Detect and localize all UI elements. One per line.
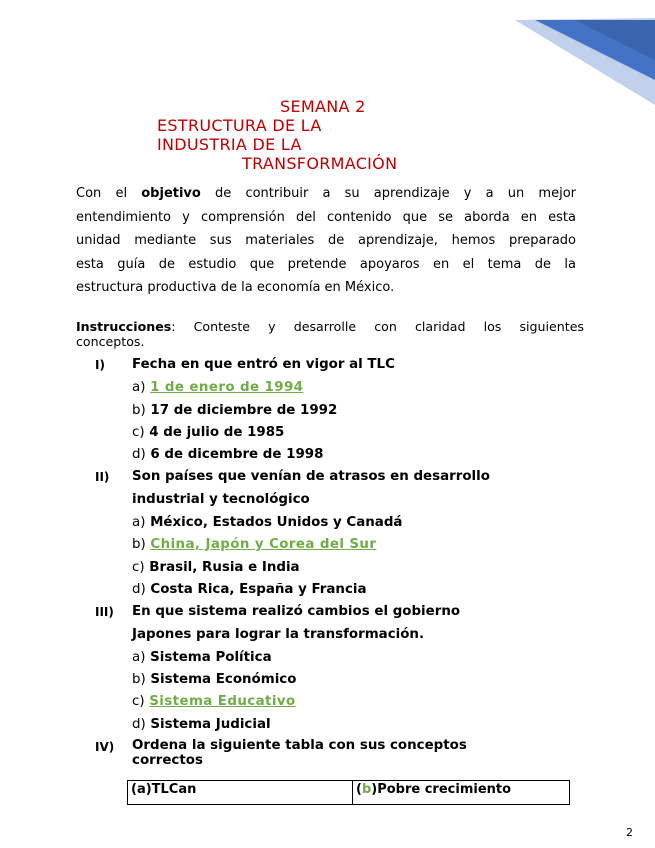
question-1-option-c: c) 4 de julio de 1985 [132, 425, 285, 440]
intro-paragraph [76, 182, 576, 300]
instructions: Instrucciones: Conteste y desarrolle con claridad los siguientes conceptos. [76, 319, 584, 349]
instructions-line-2: conceptos. [76, 333, 145, 349]
intro-line-3: unidad mediante sus materiales de aprendizaje, hemos preparado [76, 233, 576, 248]
question-2-option-c: c) Brasil, Rusia e India [132, 560, 300, 575]
question-3-option-a: a) Sistema Política [132, 650, 272, 665]
question-3-text-line-1: En que sistema realizó cambios el gobierno [132, 604, 461, 619]
corner-decoration [515, 0, 655, 105]
table-cell-a: (a)TLCan [128, 781, 353, 805]
correct-answer: Sistema Educativo [149, 694, 296, 709]
question-1-number: I) [95, 358, 105, 372]
question-3-option-c: c) Sistema Educativo [132, 694, 296, 709]
title-line-4: TRANSFORMACIÓN [242, 154, 398, 173]
title-line-3: INDUSTRIA DE LA [157, 135, 302, 154]
question-4-text-line-1: Ordena la siguiente tabla con sus conceptos [132, 738, 467, 753]
question-1-option-a: a) 1 de enero de 1994 [132, 380, 304, 395]
question-3-text-line-2: Japones para lograr la transformación. [132, 627, 425, 642]
question-4-number: IV) [95, 740, 115, 754]
question-1-text: Fecha en que entró en vigor al TLC [132, 357, 395, 372]
intro-line-2: entendimiento y comprensión del contenido que se aborda en esta [76, 209, 576, 225]
intro-line-4: esta guía de estudio que pretende apoyaros en el tema de la [76, 256, 576, 272]
question-2-option-d: d) Costa Rica, España y Francia [132, 582, 367, 597]
question-2-option-a: a) México, Estados Unidos y Canadá [132, 515, 403, 530]
concepts-table [127, 780, 570, 805]
question-2-number: II) [95, 470, 110, 484]
question-2-text-line-2: industrial y tecnológico [132, 492, 310, 507]
question-3-number: III) [95, 605, 114, 619]
intro-line-5: estructura productiva de la economía en México. [76, 280, 395, 295]
title-line-2: ESTRUCTURA DE LA [157, 116, 322, 135]
question-1-option-d: d) 6 de dicembre de 1998 [132, 447, 324, 462]
question-3-option-d: d) Sistema Judicial [132, 717, 271, 732]
question-2-option-b: b) China, Japón y Corea del Sur [132, 537, 377, 552]
table-cell-b: (b)Pobre crecimiento [353, 781, 570, 805]
question-4-text-line-2: correctos [132, 753, 203, 768]
question-1-option-b: b) 17 de diciembre de 1992 [132, 403, 338, 418]
correct-answer: China, Japón y Corea del Sur [150, 537, 377, 552]
intro-line-1: Con el objetivo de contribuir a su aprendizaje y a un mejor [76, 186, 577, 201]
title-line-1: SEMANA 2 [280, 97, 366, 116]
instructions-label: Instrucciones [76, 319, 172, 334]
correct-answer: 1 de enero de 1994 [150, 380, 304, 395]
question-2-text-line-1: Son países que venían de atrasos en desarrollo [132, 469, 490, 484]
table-row [128, 781, 570, 805]
page-number: 2 [626, 826, 633, 839]
question-3-option-b: b) Sistema Económico [132, 672, 297, 687]
